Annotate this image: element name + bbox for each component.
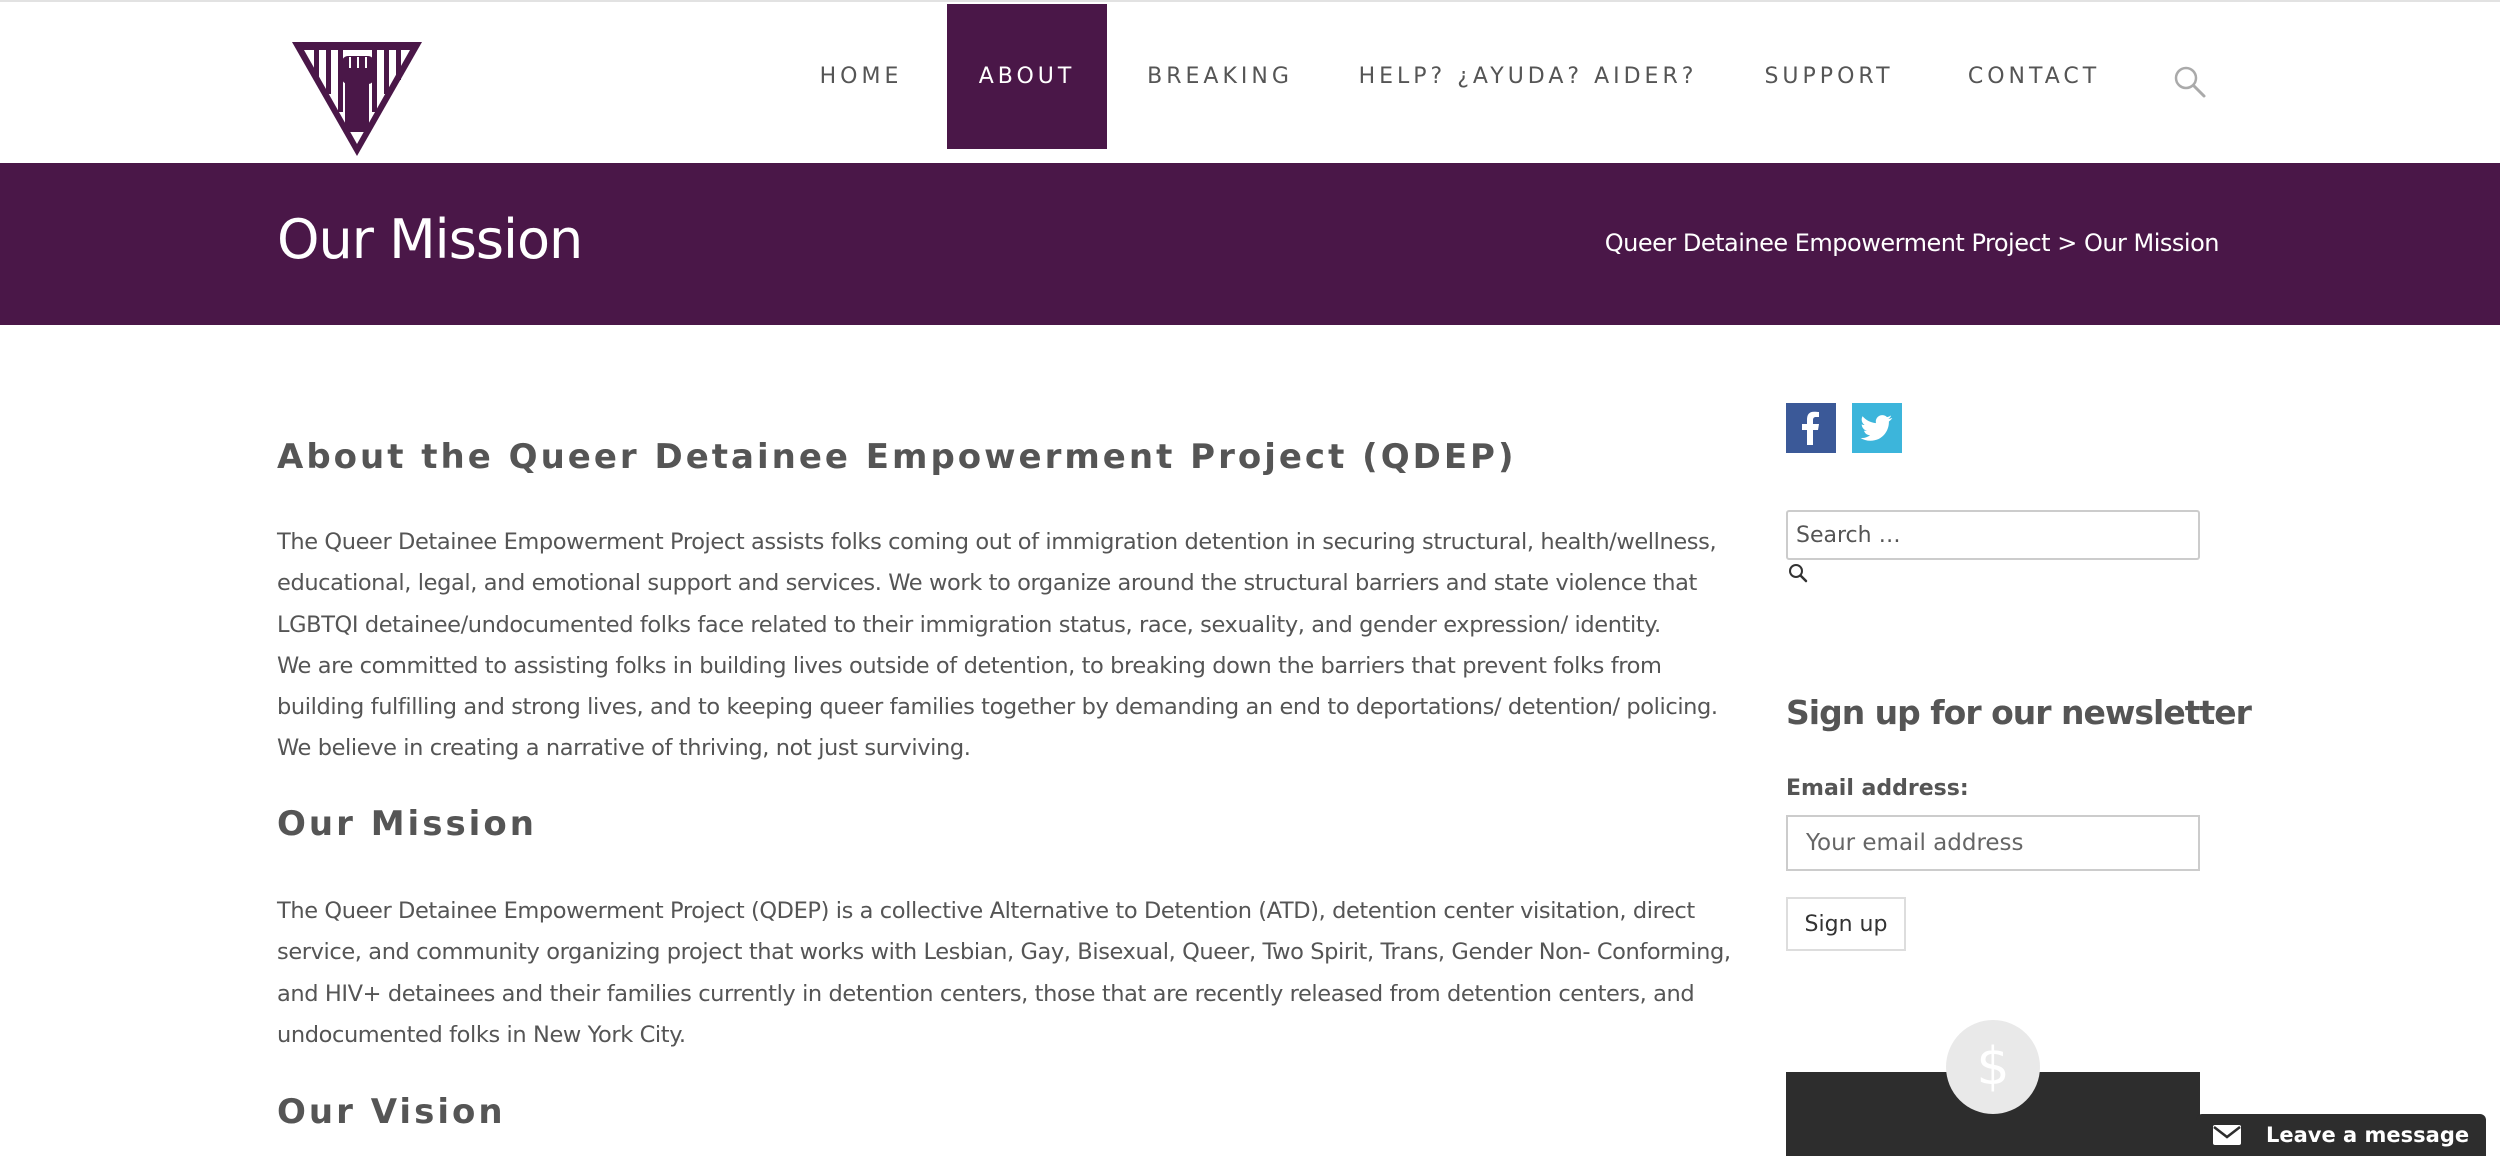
sidebar-search-input[interactable] <box>1786 510 2200 560</box>
about-heading: About the Queer Detainee Empowerment Project (QDEP) <box>277 437 1517 477</box>
twitter-link[interactable] <box>1852 403 1902 453</box>
signup-button[interactable]: Sign up <box>1786 897 1906 951</box>
site-logo[interactable] <box>290 40 424 158</box>
nav-home[interactable]: HOME <box>819 64 903 89</box>
facebook-icon <box>1786 403 1836 453</box>
search-icon[interactable] <box>2170 62 2210 102</box>
envelope-icon <box>2212 1124 2242 1146</box>
page-title: Our Mission <box>277 208 583 271</box>
newsletter-email-input[interactable] <box>1786 815 2200 871</box>
about-paragraph: The Queer Detainee Empowerment Project assists folks coming out of immigration detention in securing structural, health/wellness, educational, legal, and emotional support and services. We work to organize around the structural barriers and state violence that LGBTQI detainee/undocumented folks face related to their immigration status, race, sexuality, and gender expression/ identity. We are committed to assisting folks in building lives outside of detention, to breaking down the barriers that prevent folks from building fulfilling and strong lives, and to keeping queer families together by demanding an end to deportations/ detention/ policing. We believe in creating a narrative of thriving, not just surviving. <box>277 529 1718 762</box>
facebook-link[interactable] <box>1786 403 1836 453</box>
vision-heading: Our Vision <box>277 1092 506 1132</box>
sidebar-search-button-icon[interactable] <box>1786 561 1810 585</box>
nav-support[interactable]: SUPPORT <box>1764 64 1894 89</box>
nav-contact[interactable]: CONTACT <box>1967 64 2101 89</box>
breadcrumb-separator: > <box>2050 229 2084 257</box>
twitter-icon <box>1852 403 1902 453</box>
page-title-banner <box>0 163 2500 325</box>
dollar-icon: $ <box>1946 1020 2040 1114</box>
email-label: Email address: <box>1786 776 1969 801</box>
site-header <box>0 2 2500 163</box>
mission-paragraph: The Queer Detainee Empowerment Project (QDEP) is a collective Alternative to Detention (ATD), detention center visitation, direct service, and community organizing project that works with Lesbian, Gay, Bisexual, Queer, Two Spirit, Trans, Gender Non- Conforming, and HIV+ detainees and their families currently in detention centers, those that are recently released from detention centers, and undocumented folks in New York City. <box>277 898 1731 1048</box>
nav-about[interactable]: ABOUT <box>947 4 1107 149</box>
breadcrumb-home-link[interactable]: Queer Detainee Empowerment Project <box>1604 229 2051 257</box>
leave-message-button[interactable] <box>2196 1114 2486 1156</box>
newsletter-title: Sign up for our newsletter <box>1786 693 2251 732</box>
breadcrumb <box>1605 229 2219 257</box>
mission-heading: Our Mission <box>277 804 537 844</box>
leave-message-label: Leave a message <box>2266 1123 2470 1147</box>
breadcrumb-current: Our Mission <box>2083 229 2219 257</box>
nav-help[interactable]: HELP? ¿AYUDA? AIDER? <box>1358 64 1698 89</box>
nav-breaking[interactable]: BREAKING <box>1147 64 1293 89</box>
